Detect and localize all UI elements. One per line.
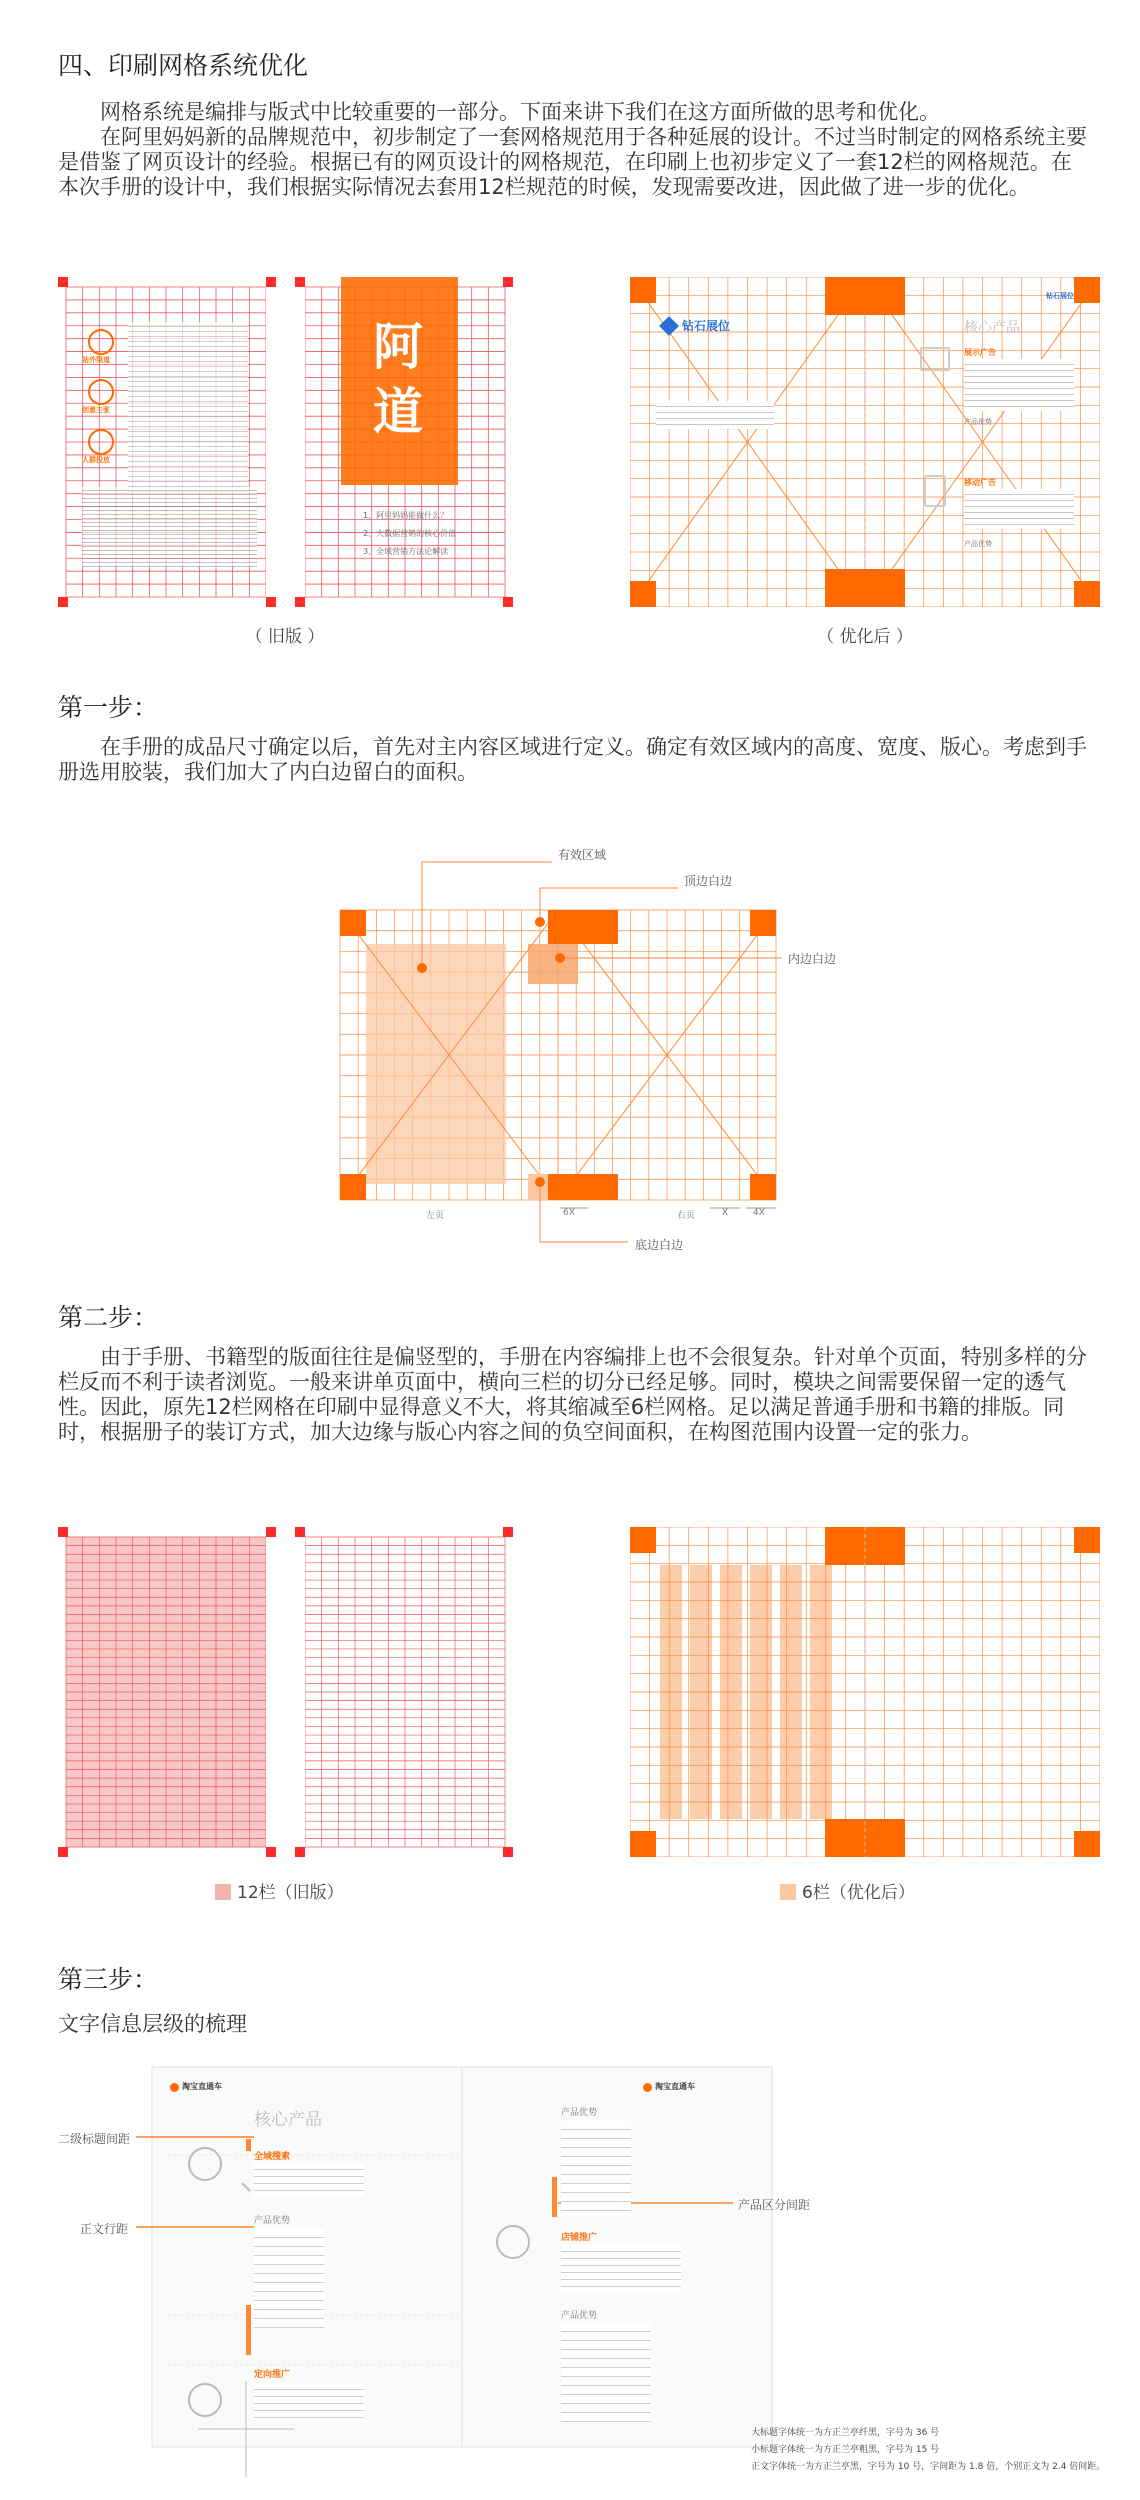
right-section-3: 产品优势: [561, 2311, 598, 2321]
new-6col-svg: [630, 1527, 1100, 1857]
step1-diagram-svg: [330, 840, 890, 1270]
corner-mark: [340, 1174, 366, 1200]
old-left-label-2: 创意主张: [82, 406, 110, 414]
old-right-big-char-1: 阿: [373, 318, 423, 376]
phone-icon: [924, 475, 946, 507]
right-section-2: 店铺推广: [561, 2233, 598, 2243]
corner-mark: [1074, 277, 1100, 303]
old-left-bottom-lines: [82, 487, 257, 567]
new-logo-right: 钻石展位: [1046, 292, 1074, 300]
spec-line: 大标题字体统一为方正兰亭纤黑，字号为 36 号: [751, 2428, 940, 2438]
corner-mark: [630, 1527, 656, 1553]
corner-mark: [1074, 1831, 1100, 1857]
old-grid-spread: [58, 277, 513, 607]
legend-new: [780, 1878, 950, 1903]
intro-text: [58, 100, 1088, 200]
brand-logo-icon: [643, 2083, 652, 2092]
brand-left: 淘宝直通车: [182, 2082, 222, 2091]
legend-new-label: 6栏（优化后）: [802, 1883, 915, 1903]
label-effective-area: 有效区域: [558, 848, 607, 862]
old-12col-svg: [58, 1527, 513, 1857]
callout-dot: [535, 917, 545, 927]
spacing-bar: [552, 2177, 557, 2217]
step1-title: 第一步：: [58, 693, 159, 722]
top-margin-block: [825, 277, 905, 315]
new-6col-spread: [630, 1527, 1100, 1857]
corner-mark: [266, 597, 276, 607]
label-unit-x: X: [722, 1208, 729, 1218]
label-top-margin: 顶边白边: [684, 874, 733, 888]
corner-mark: [503, 597, 513, 607]
callout-dot: [555, 953, 565, 963]
brand-logo-icon: [170, 2083, 179, 2092]
left-section-1: 全域搜索: [254, 2152, 291, 2162]
callout-dot: [417, 963, 427, 973]
step2-text: [58, 1345, 1088, 1445]
effective-area-fill: [366, 944, 506, 1184]
old-right-list: [363, 507, 456, 561]
corner-mark: [1074, 581, 1100, 607]
corner-mark: [266, 277, 276, 287]
top-margin-block: [548, 910, 618, 944]
legend-old-swatch: [215, 1884, 231, 1900]
label-unit-4x: 4X: [753, 1208, 765, 1218]
left-body-lines: [254, 2383, 364, 2423]
inner-margin-fill: [528, 944, 578, 984]
step1-text: [58, 735, 1088, 785]
spec-line: 小标题字体统一为方正兰亭粗黑，字号为 15 号: [751, 2445, 940, 2455]
corner-mark: [503, 277, 513, 287]
section-title: 四、印刷网格系统优化: [58, 51, 309, 80]
left-body-lines: [254, 2163, 364, 2197]
spacing-bar: [246, 2305, 251, 2355]
gutter: [266, 277, 305, 607]
old-right-big-char-2: 道: [373, 383, 423, 441]
old-left-label-1: 站外渠道: [82, 356, 110, 364]
old-left-circle-icon: [88, 429, 114, 455]
new-right-text-lines: [964, 489, 1074, 529]
corner-mark: [750, 1174, 776, 1200]
new-right-text-lines: [964, 359, 1074, 411]
gutter: [266, 1527, 305, 1857]
right-section-1: 产品优势: [561, 2108, 598, 2118]
corner-mark: [340, 910, 366, 936]
corner-mark: [266, 1527, 276, 1537]
old-right-list-item: 3、全域营销方法论解读: [363, 547, 449, 556]
intro-paragraph-2: 在阿里妈妈新的品牌规范中，初步制定了一套网格规范用于各种延展的设计。不过当时制定的网格系统主要是借鉴了网页设计的经验。根据已有的网页设计的网格规范，在印刷上也初步定义了一套12栏的网格规范。在本次手册的设计中，我们根据实际情况去套用12栏规范的时候，发现需要改进，因此做了进一步的优化。: [58, 125, 1087, 199]
target-icon: [188, 2383, 222, 2417]
right-body-lines: [561, 2323, 651, 2423]
spacing-bar: [246, 2139, 251, 2151]
new-logo-left: 钻石展位: [682, 319, 731, 333]
spec-line: 正文字体统一为方正兰亭黑，字号为 10 号，字间距为 1.8 倍，个别正文为 2.4 倍间距。: [751, 2462, 1106, 2472]
left-body-lines: [254, 2229, 324, 2329]
corner-mark: [58, 277, 68, 287]
corner-mark: [1074, 1527, 1100, 1553]
bottom-margin-block: [825, 569, 905, 607]
old-left-circle-icon: [88, 379, 114, 405]
label-unit-6x: 6X: [563, 1208, 575, 1218]
spec-lines: [751, 2425, 1105, 2476]
caption-new: （ 优化后 ）: [817, 627, 913, 647]
corner-mark: [295, 277, 305, 287]
right-body-lines: [561, 2245, 681, 2293]
step1-paragraph: 在手册的成品尺寸确定以后，首先对主内容区域进行定义。确定有效区域内的高度、宽度、版心。考虑到手册选用胶装，我们加大了内白边留白的面积。: [58, 735, 1087, 784]
corner-mark: [750, 910, 776, 936]
new-heading: 核心产品: [964, 320, 1020, 336]
label-right-page: 右页: [677, 1211, 696, 1221]
corner-mark: [630, 277, 656, 303]
new-sub-heading-1: 展示广告: [964, 348, 996, 357]
corner-mark: [295, 597, 305, 607]
left-section-2: 产品优势: [254, 2216, 291, 2226]
right-body-lines: [561, 2121, 631, 2217]
old-12col-spread: [58, 1527, 513, 1857]
old-right-list-item: 1、阿里妈妈能做什么？: [363, 511, 449, 520]
shop-icon: [496, 2225, 530, 2259]
new-sub-heading-2: 移动广告: [964, 478, 996, 487]
corner-mark: [503, 1527, 513, 1537]
step3-diagram: [58, 2065, 1106, 2495]
monitor-icon: [920, 347, 950, 371]
top-margin-block: [825, 1527, 905, 1565]
step2-paragraph: 由于手册、书籍型的版面往往是偏竖型的，手册在内容编排上也不会很复杂。针对单个页面，特别多样的分栏反而不利于读者浏览。一般来讲单页面中，横向三栏的切分已经足够。同时，模块之间需要保留一定的透气性。因此，原先12栏网格在印刷中显得意义不大，将其缩减至6栏网格。足以满足普通手册和书籍的排版。同时，根据册子的装订方式，加大边缘与版心内容之间的负空间面积，在构图范围内设置一定的张力。: [58, 1345, 1087, 1444]
new-small-label-2: 产品优势: [964, 540, 992, 548]
corner-mark: [295, 1527, 305, 1537]
new-left-text-lines: [656, 401, 774, 429]
search-icon: [188, 2147, 222, 2181]
old-left-text-lines: [128, 322, 248, 492]
legend-new-swatch: [780, 1884, 796, 1900]
callout-product-spacing: 产品区分间距: [738, 2198, 811, 2212]
step2-title: 第二步：: [58, 1303, 159, 1332]
legend-old-label: 12栏（旧版）: [237, 1883, 344, 1903]
corner-mark: [266, 1847, 276, 1857]
corner-mark: [58, 597, 68, 607]
callout-body-line-spacing: 正文行距: [80, 2222, 129, 2236]
corner-mark: [58, 1847, 68, 1857]
label-inner-margin: 内边白边: [788, 952, 837, 966]
bottom-margin-block: [548, 1174, 618, 1200]
legend-old: [215, 1878, 365, 1903]
corner-mark: [295, 1847, 305, 1857]
intro-paragraph-1: 网格系统是编排与版式中比较重要的一部分。下面来讲下我们在这方面所做的思考和优化。: [100, 100, 940, 124]
step3-subtitle: 文字信息层级的梳理: [58, 2012, 247, 2036]
step3-page-heading: 核心产品: [254, 2110, 322, 2130]
corner-mark: [630, 581, 656, 607]
new-small-label-1: 产品优势: [964, 418, 992, 426]
step3-title: 第三步：: [58, 1965, 159, 1994]
brand-right: 淘宝直通车: [655, 2082, 695, 2091]
callout-dot: [535, 1177, 545, 1187]
corner-mark: [503, 1847, 513, 1857]
label-bottom-margin: 底边白边: [635, 1238, 684, 1252]
corner-mark: [630, 1831, 656, 1857]
old-left-label-3: 人群投放: [82, 456, 110, 464]
caption-old: （ 旧版 ）: [245, 627, 325, 647]
old-left-circle-icon: [88, 329, 114, 355]
label-left-page: 左页: [426, 1211, 445, 1221]
new-grid-spread: [630, 277, 1100, 607]
left-section-3: 定向推广: [254, 2370, 291, 2380]
corner-mark: [58, 1527, 68, 1537]
step1-diagram: [330, 840, 890, 1270]
old-right-list-item: 2、大数据营销的核心价值: [363, 529, 457, 538]
callout-subheading-spacing: 二级标题间距: [58, 2132, 131, 2146]
